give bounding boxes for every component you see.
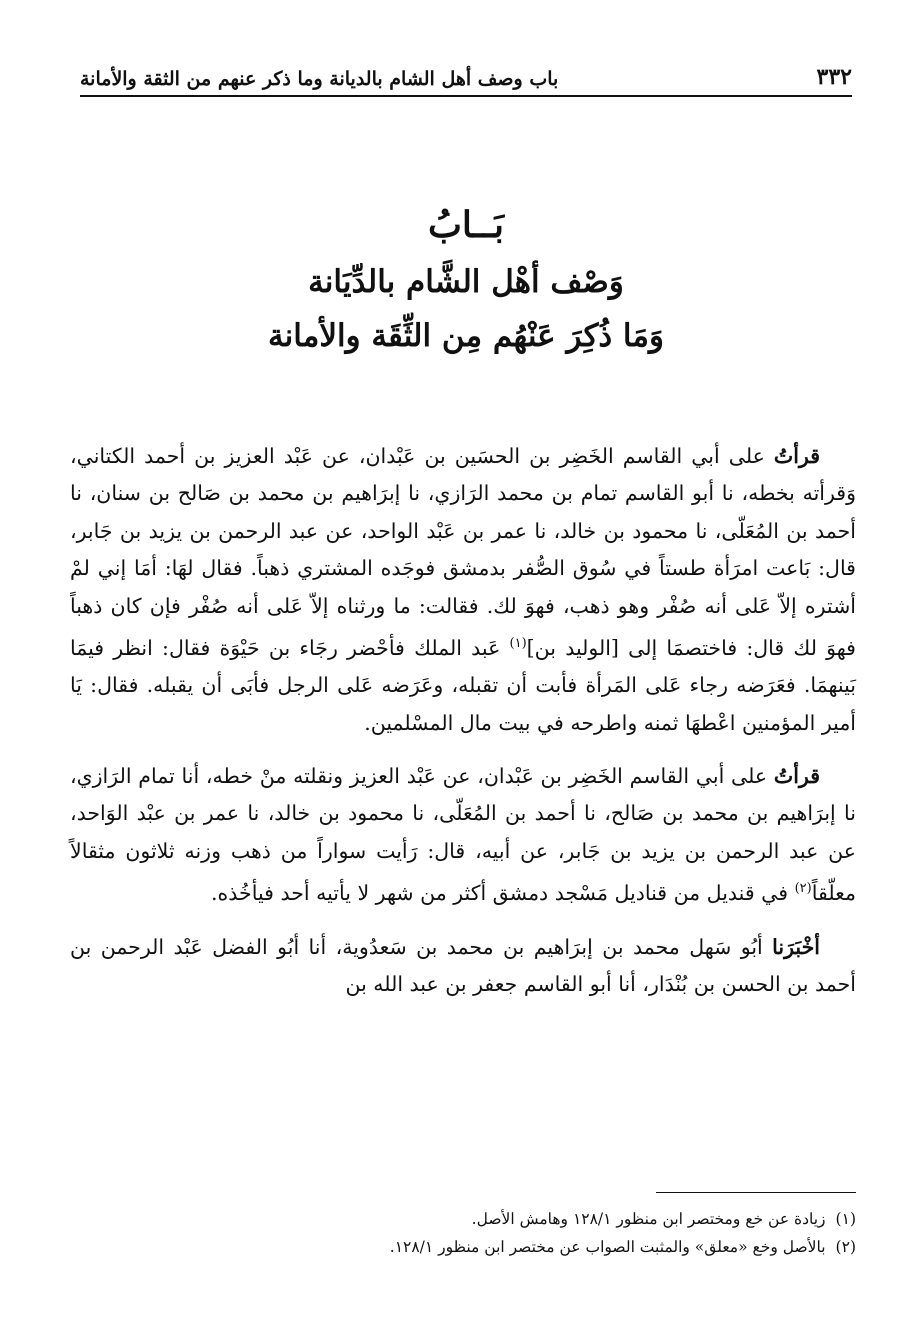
footnotes [70,1205,856,1261]
paragraph-lead-word: قرأتُ [773,444,820,468]
running-title: باب وصف أهل الشام بالديانة وما ذكر عنهم من الثقة والأمانة [80,68,559,90]
paragraph-text: عَبد الملك فأحْضر رجَاء بن حَيْوَة فقال: انظر فيمَا بَينهمَا. فعَرَضه رجاء عَلى المَرأة فأبت أن تقبله، وعَرَضه عَلى الرجل فأبَى أن يقبله. فقال: يَا أمير المؤمنين اعْطهَا ثمنه واطرحه في بيت مال المسْلمين. [70,635,856,735]
paragraph [70,438,856,742]
paragraph-lead-word: أخْبَرَنا [772,934,820,959]
footnote-number: (٢) [835,1238,856,1256]
paragraph-lead-word: قرأتُ [773,764,820,789]
running-header [80,56,852,90]
footnote-text: بالأصل وخع «معلق» والمثبت الصواب عن مختصر ابن منظور ١٢٨/١. [389,1238,826,1256]
footnote-reference: (١) [509,636,527,652]
paragraph [70,929,856,1004]
header-rule [80,95,852,97]
paragraph-text: في قنديل من قناديل مَسْجد دمشق أكثر من شهر لا يأتيه أحد فيأخُذه. [211,881,795,906]
footnote-number: (١) [835,1210,856,1228]
footnote-text: زيادة عن خع ومختصر ابن منظور ١٢٨/١ وهامش الأصل. [471,1210,826,1228]
chapter-title-line-2: وَمَا ذُكِرَ عَنْهُم مِن الثِّقَة والأمانة [268,318,664,354]
chapter-heading [80,195,852,363]
paragraph-text: على أبي القاسم الخَضِر بن عَبْدان، عن عَبْد العزيز ونقلته منْ خطه، أنا تمام الرَازي، نا إبرَاهيم بن محمد بن صَالح، نا أحمد بن المُعَلّى، نا محمود بن خالد، نا عمر بن عبْد الوَاحد، عن عبد الرحمن بن يزيد بن جَابر، عن أبيه، قال: رَأيت سواراً من ذهب وزنه ثلاثون مثقالاً معلّقاً [70,764,856,906]
paragraph [70,758,856,912]
main-text [70,438,856,1019]
footnote-reference: (٢) [794,881,812,897]
paragraph-text: أبُو سَهل محمد بن إبرَاهيم بن محمد بن سَعدُوية، أنا أبُو الفضل عَبْد الرحمن بن أحمد بن الحسن بن بُنْدَار، أنا أبو القاسم جعفر بن عبد الله بن [70,934,856,996]
footnote [70,1233,856,1261]
chapter-label: بَــابُ [428,204,504,246]
footnote [70,1205,856,1233]
footnote-rule [656,1192,856,1193]
page-number: ٣٣٢ [816,64,852,90]
paragraph-text: على أبي القاسم الخَضِر بن الحسَين بن عَبْدان، عن عَبْد العزيز بن أحمد الكتاني، وَقرأته بخطه، نا أبو القاسم تمام بن محمد الرَازي، نا إبرَاهيم بن محمد بن صَالح بن سنان، نا أحمد بن المُعَلّى، نا محمود بن خالد، نا عمر بن عَبْد الواحد، عن عبد الرحمن بن يزيد بن جَابر، قال: بَاعت امرَأة طستاً في سُوق الصُّفر بدمشق فوجَده المشتري ذهباً. فقال لهَا: أمَا إني لمْ أشتره إلاّ عَلى أنه صُفْر وهو ذهب، فهوَ لك. فقالت: ما ورثناه إلاّ عَلى أنه صُفْر فإن كان ذهباً فهوَ لك قال: فاختصمَا إلى [الوليد بن] [70,444,856,660]
chapter-title-line-1: وَصْف أهْل الشَّام بالدِّيَانة [308,264,624,300]
